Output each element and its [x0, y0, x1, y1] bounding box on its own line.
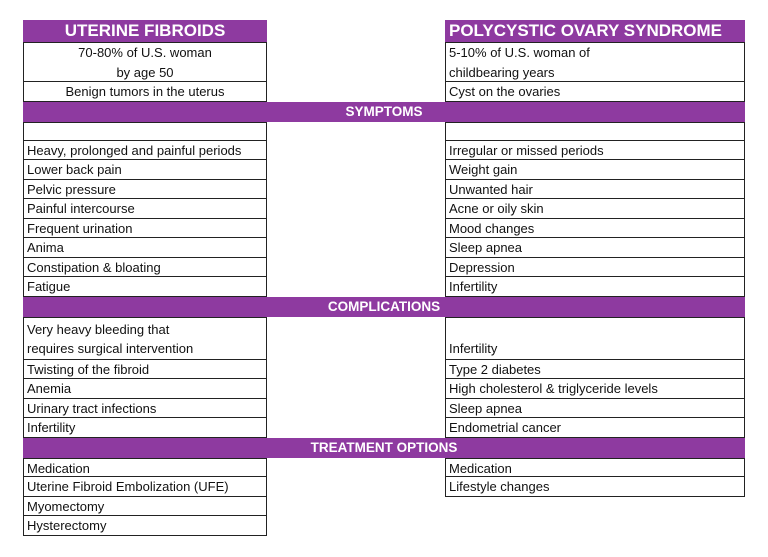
list-item: Uterine Fibroid Embolization (UFE)	[23, 477, 267, 497]
list-item: Medication	[445, 458, 745, 478]
list-item: Fatigue	[23, 277, 267, 297]
list-item: Myomectomy	[23, 497, 267, 517]
list-item: Anima	[23, 238, 267, 258]
complication-text: Infertility	[449, 341, 498, 356]
list-item: Depression	[445, 258, 745, 278]
list-item: Lower back pain	[23, 160, 267, 180]
list-item: Hysterectomy	[23, 516, 267, 536]
complication-line2: requires surgical intervention	[27, 341, 194, 356]
list-item: Anemia	[23, 379, 267, 399]
pcos-prevalence	[445, 42, 745, 82]
fibroids-symptoms-list	[23, 122, 267, 297]
list-item: Infertility	[445, 277, 745, 297]
fibroids-treatments-list	[23, 458, 267, 536]
pcos-column	[445, 20, 745, 102]
fibroids-description: Benign tumors in the uterus	[23, 82, 267, 102]
list-item: Sleep apnea	[445, 399, 745, 419]
pcos-prevalence-line2: childbearing years	[449, 64, 555, 80]
pcos-symptoms-spacer	[445, 122, 745, 141]
fibroids-symptoms-spacer	[23, 122, 267, 141]
fibroids-prevalence-line2: by age 50	[116, 64, 174, 80]
pcos-treatments-list	[445, 458, 745, 497]
list-item: Medication	[23, 458, 267, 478]
list-item: Infertility	[23, 418, 267, 438]
list-item	[23, 317, 267, 360]
list-item: Twisting of the fibroid	[23, 360, 267, 380]
list-item: Constipation & bloating	[23, 258, 267, 278]
list-item: Unwanted hair	[445, 180, 745, 200]
list-item: Urinary tract infections	[23, 399, 267, 419]
pcos-prevalence-line1: 5-10% of U.S. woman of	[449, 45, 590, 60]
symptoms-band: SYMPTOMS	[23, 102, 745, 122]
fibroids-complications-list	[23, 317, 267, 438]
list-item	[445, 317, 745, 360]
pcos-symptoms-list	[445, 122, 745, 297]
list-item: Pelvic pressure	[23, 180, 267, 200]
fibroids-prevalence	[23, 42, 267, 82]
list-item: Sleep apnea	[445, 238, 745, 258]
list-item: Lifestyle changes	[445, 477, 745, 497]
list-item: Painful intercourse	[23, 199, 267, 219]
list-item: Frequent urination	[23, 219, 267, 239]
list-item: Type 2 diabetes	[445, 360, 745, 380]
list-item: Weight gain	[445, 160, 745, 180]
complications-band: COMPLICATIONS	[23, 297, 745, 317]
list-item: High cholesterol & triglyceride levels	[445, 379, 745, 399]
treatment-band: TREATMENT OPTIONS	[23, 438, 745, 458]
uterine-fibroids-title: UTERINE FIBROIDS	[23, 20, 267, 42]
complication-line1: Very heavy bleeding that	[27, 321, 170, 337]
list-item: Mood changes	[445, 219, 745, 239]
list-item: Heavy, prolonged and painful periods	[23, 141, 267, 161]
pcos-title: POLYCYSTIC OVARY SYNDROME	[445, 20, 745, 42]
list-item: Acne or oily skin	[445, 199, 745, 219]
uterine-fibroids-column	[23, 20, 267, 102]
pcos-description: Cyst on the ovaries	[445, 82, 745, 102]
fibroids-prevalence-line1: 70-80% of U.S. woman	[78, 45, 212, 60]
list-item: Endometrial cancer	[445, 418, 745, 438]
list-item: Irregular or missed periods	[445, 141, 745, 161]
pcos-complications-list	[445, 317, 745, 438]
